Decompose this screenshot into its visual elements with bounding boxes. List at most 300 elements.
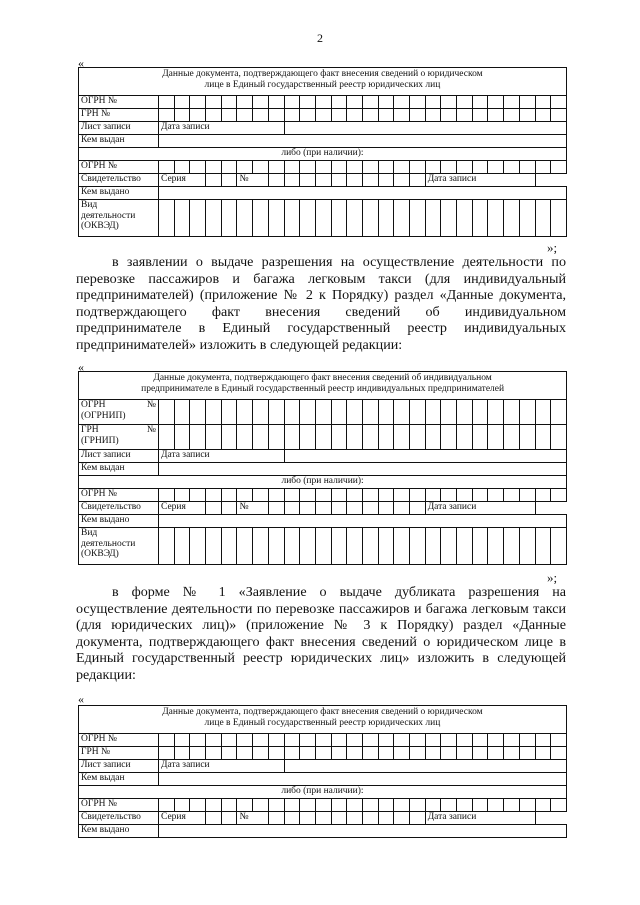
digit-cell[interactable] bbox=[362, 400, 378, 425]
digit-cell[interactable] bbox=[472, 489, 488, 502]
digit-cell[interactable] bbox=[425, 489, 441, 502]
digit-cell[interactable] bbox=[551, 96, 567, 109]
digit-cell[interactable] bbox=[347, 734, 363, 747]
digit-cell[interactable] bbox=[174, 799, 190, 812]
digit-cell[interactable] bbox=[378, 734, 394, 747]
digit-cell[interactable] bbox=[221, 109, 237, 122]
number-cell[interactable] bbox=[394, 174, 410, 187]
digit-cell[interactable] bbox=[237, 747, 253, 760]
digit-cell[interactable] bbox=[315, 747, 331, 760]
number-cell[interactable] bbox=[300, 174, 316, 187]
number-cell[interactable] bbox=[410, 502, 426, 515]
digit-cell[interactable] bbox=[174, 489, 190, 502]
digit-cell[interactable] bbox=[425, 200, 441, 237]
digit-cell[interactable] bbox=[159, 425, 175, 450]
digit-cell[interactable] bbox=[472, 400, 488, 425]
digit-cell[interactable] bbox=[551, 400, 567, 425]
digit-cell[interactable] bbox=[221, 489, 237, 502]
digit-cell[interactable] bbox=[394, 489, 410, 502]
digit-cell[interactable] bbox=[253, 747, 269, 760]
digit-cell[interactable] bbox=[331, 161, 347, 174]
digit-cell[interactable] bbox=[174, 200, 190, 237]
digit-cell[interactable] bbox=[300, 425, 316, 450]
digit-cell[interactable] bbox=[190, 734, 206, 747]
digit-cell[interactable] bbox=[378, 400, 394, 425]
digit-cell[interactable] bbox=[519, 200, 535, 237]
digit-cell[interactable] bbox=[315, 400, 331, 425]
digit-cell[interactable] bbox=[519, 528, 535, 565]
digit-cell[interactable] bbox=[237, 400, 253, 425]
digit-cell[interactable] bbox=[394, 799, 410, 812]
digit-cell[interactable] bbox=[221, 425, 237, 450]
digit-cell[interactable] bbox=[488, 400, 504, 425]
digit-cell[interactable] bbox=[535, 400, 551, 425]
digit-cell[interactable] bbox=[472, 734, 488, 747]
digit-cell[interactable] bbox=[347, 161, 363, 174]
number-cell[interactable] bbox=[315, 174, 331, 187]
digit-cell[interactable] bbox=[190, 161, 206, 174]
digit-cell[interactable] bbox=[159, 528, 175, 565]
digit-cell[interactable] bbox=[551, 489, 567, 502]
digit-cell[interactable] bbox=[190, 400, 206, 425]
digit-cell[interactable] bbox=[284, 734, 300, 747]
digit-cell[interactable] bbox=[441, 747, 457, 760]
digit-cell[interactable] bbox=[378, 747, 394, 760]
digit-cell[interactable] bbox=[221, 734, 237, 747]
digit-cell[interactable] bbox=[441, 799, 457, 812]
digit-cell[interactable] bbox=[441, 109, 457, 122]
digit-cell[interactable] bbox=[488, 96, 504, 109]
series-cell[interactable] bbox=[206, 812, 222, 825]
digit-cell[interactable] bbox=[347, 200, 363, 237]
digit-cell[interactable] bbox=[300, 161, 316, 174]
digit-cell[interactable] bbox=[284, 161, 300, 174]
digit-cell[interactable] bbox=[268, 200, 284, 237]
digit-cell[interactable] bbox=[362, 528, 378, 565]
number-cell[interactable] bbox=[331, 502, 347, 515]
digit-cell[interactable] bbox=[457, 734, 473, 747]
digit-cell[interactable] bbox=[159, 109, 175, 122]
digit-cell[interactable] bbox=[551, 799, 567, 812]
digit-cell[interactable] bbox=[378, 799, 394, 812]
digit-cell[interactable] bbox=[472, 799, 488, 812]
digit-cell[interactable] bbox=[519, 747, 535, 760]
digit-cell[interactable] bbox=[394, 200, 410, 237]
digit-cell[interactable] bbox=[347, 747, 363, 760]
number-cell[interactable] bbox=[284, 812, 300, 825]
digit-cell[interactable] bbox=[362, 747, 378, 760]
digit-cell[interactable] bbox=[519, 489, 535, 502]
digit-cell[interactable] bbox=[315, 200, 331, 237]
digit-cell[interactable] bbox=[551, 425, 567, 450]
digit-cell[interactable] bbox=[441, 489, 457, 502]
entry-date-field[interactable] bbox=[284, 450, 567, 463]
digit-cell[interactable] bbox=[410, 747, 426, 760]
digit-cell[interactable] bbox=[190, 425, 206, 450]
digit-cell[interactable] bbox=[504, 200, 520, 237]
digit-cell[interactable] bbox=[221, 400, 237, 425]
digit-cell[interactable] bbox=[394, 425, 410, 450]
digit-cell[interactable] bbox=[206, 161, 222, 174]
digit-cell[interactable] bbox=[253, 161, 269, 174]
digit-cell[interactable] bbox=[394, 528, 410, 565]
digit-cell[interactable] bbox=[410, 799, 426, 812]
digit-cell[interactable] bbox=[174, 425, 190, 450]
digit-cell[interactable] bbox=[551, 200, 567, 237]
digit-cell[interactable] bbox=[457, 799, 473, 812]
digit-cell[interactable] bbox=[206, 200, 222, 237]
digit-cell[interactable] bbox=[457, 109, 473, 122]
digit-cell[interactable] bbox=[206, 734, 222, 747]
digit-cell[interactable] bbox=[268, 109, 284, 122]
digit-cell[interactable] bbox=[237, 425, 253, 450]
digit-cell[interactable] bbox=[190, 200, 206, 237]
digit-cell[interactable] bbox=[457, 489, 473, 502]
digit-cell[interactable] bbox=[362, 161, 378, 174]
digit-cell[interactable] bbox=[253, 400, 269, 425]
digit-cell[interactable] bbox=[410, 109, 426, 122]
digit-cell[interactable] bbox=[441, 400, 457, 425]
digit-cell[interactable] bbox=[331, 96, 347, 109]
digit-cell[interactable] bbox=[410, 161, 426, 174]
issued-by2-field[interactable] bbox=[159, 187, 567, 200]
digit-cell[interactable] bbox=[268, 425, 284, 450]
digit-cell[interactable] bbox=[535, 747, 551, 760]
digit-cell[interactable] bbox=[237, 734, 253, 747]
digit-cell[interactable] bbox=[206, 489, 222, 502]
digit-cell[interactable] bbox=[551, 109, 567, 122]
digit-cell[interactable] bbox=[315, 425, 331, 450]
number-cell[interactable] bbox=[300, 812, 316, 825]
number-cell[interactable] bbox=[268, 812, 284, 825]
digit-cell[interactable] bbox=[504, 400, 520, 425]
digit-cell[interactable] bbox=[221, 799, 237, 812]
digit-cell[interactable] bbox=[535, 528, 551, 565]
digit-cell[interactable] bbox=[472, 425, 488, 450]
digit-cell[interactable] bbox=[268, 799, 284, 812]
number-cell[interactable] bbox=[315, 812, 331, 825]
digit-cell[interactable] bbox=[441, 425, 457, 450]
digit-cell[interactable] bbox=[159, 489, 175, 502]
digit-cell[interactable] bbox=[253, 528, 269, 565]
digit-cell[interactable] bbox=[425, 747, 441, 760]
digit-cell[interactable] bbox=[472, 528, 488, 565]
digit-cell[interactable] bbox=[237, 528, 253, 565]
digit-cell[interactable] bbox=[519, 400, 535, 425]
digit-cell[interactable] bbox=[331, 400, 347, 425]
digit-cell[interactable] bbox=[425, 161, 441, 174]
digit-cell[interactable] bbox=[410, 734, 426, 747]
digit-cell[interactable] bbox=[221, 528, 237, 565]
number-cell[interactable] bbox=[394, 502, 410, 515]
number-cell[interactable] bbox=[362, 812, 378, 825]
issued-by2-field[interactable] bbox=[159, 825, 567, 838]
digit-cell[interactable] bbox=[159, 734, 175, 747]
digit-cell[interactable] bbox=[425, 734, 441, 747]
digit-cell[interactable] bbox=[535, 425, 551, 450]
digit-cell[interactable] bbox=[472, 109, 488, 122]
digit-cell[interactable] bbox=[315, 96, 331, 109]
digit-cell[interactable] bbox=[457, 425, 473, 450]
issued-by-field[interactable] bbox=[159, 463, 567, 476]
issued-by2-field[interactable] bbox=[159, 515, 567, 528]
digit-cell[interactable] bbox=[519, 734, 535, 747]
digit-cell[interactable] bbox=[410, 425, 426, 450]
digit-cell[interactable] bbox=[284, 489, 300, 502]
digit-cell[interactable] bbox=[457, 528, 473, 565]
digit-cell[interactable] bbox=[504, 799, 520, 812]
digit-cell[interactable] bbox=[362, 489, 378, 502]
digit-cell[interactable] bbox=[551, 528, 567, 565]
digit-cell[interactable] bbox=[441, 161, 457, 174]
digit-cell[interactable] bbox=[425, 425, 441, 450]
number-cell[interactable] bbox=[362, 502, 378, 515]
digit-cell[interactable] bbox=[488, 734, 504, 747]
digit-cell[interactable] bbox=[347, 109, 363, 122]
digit-cell[interactable] bbox=[331, 799, 347, 812]
digit-cell[interactable] bbox=[300, 489, 316, 502]
digit-cell[interactable] bbox=[535, 96, 551, 109]
digit-cell[interactable] bbox=[253, 489, 269, 502]
digit-cell[interactable] bbox=[253, 96, 269, 109]
digit-cell[interactable] bbox=[488, 161, 504, 174]
number-cell[interactable] bbox=[347, 174, 363, 187]
digit-cell[interactable] bbox=[331, 747, 347, 760]
number-cell[interactable] bbox=[378, 812, 394, 825]
number-cell[interactable] bbox=[362, 174, 378, 187]
digit-cell[interactable] bbox=[284, 400, 300, 425]
digit-cell[interactable] bbox=[504, 161, 520, 174]
digit-cell[interactable] bbox=[190, 96, 206, 109]
digit-cell[interactable] bbox=[362, 799, 378, 812]
number-cell[interactable] bbox=[268, 174, 284, 187]
digit-cell[interactable] bbox=[394, 734, 410, 747]
digit-cell[interactable] bbox=[347, 489, 363, 502]
digit-cell[interactable] bbox=[519, 425, 535, 450]
digit-cell[interactable] bbox=[159, 799, 175, 812]
digit-cell[interactable] bbox=[174, 747, 190, 760]
digit-cell[interactable] bbox=[347, 96, 363, 109]
digit-cell[interactable] bbox=[488, 799, 504, 812]
digit-cell[interactable] bbox=[519, 96, 535, 109]
digit-cell[interactable] bbox=[347, 799, 363, 812]
digit-cell[interactable] bbox=[237, 200, 253, 237]
number-cell[interactable] bbox=[300, 502, 316, 515]
digit-cell[interactable] bbox=[284, 109, 300, 122]
digit-cell[interactable] bbox=[551, 734, 567, 747]
digit-cell[interactable] bbox=[174, 161, 190, 174]
digit-cell[interactable] bbox=[488, 425, 504, 450]
digit-cell[interactable] bbox=[535, 109, 551, 122]
number-cell[interactable] bbox=[284, 174, 300, 187]
digit-cell[interactable] bbox=[535, 200, 551, 237]
digit-cell[interactable] bbox=[315, 489, 331, 502]
digit-cell[interactable] bbox=[488, 489, 504, 502]
digit-cell[interactable] bbox=[159, 96, 175, 109]
digit-cell[interactable] bbox=[253, 109, 269, 122]
digit-cell[interactable] bbox=[378, 425, 394, 450]
digit-cell[interactable] bbox=[190, 109, 206, 122]
digit-cell[interactable] bbox=[519, 799, 535, 812]
digit-cell[interactable] bbox=[300, 799, 316, 812]
digit-cell[interactable] bbox=[457, 96, 473, 109]
digit-cell[interactable] bbox=[362, 734, 378, 747]
digit-cell[interactable] bbox=[347, 400, 363, 425]
digit-cell[interactable] bbox=[300, 96, 316, 109]
digit-cell[interactable] bbox=[206, 425, 222, 450]
digit-cell[interactable] bbox=[206, 528, 222, 565]
digit-cell[interactable] bbox=[159, 200, 175, 237]
entry-date-field[interactable] bbox=[284, 760, 566, 773]
digit-cell[interactable] bbox=[504, 96, 520, 109]
digit-cell[interactable] bbox=[457, 161, 473, 174]
digit-cell[interactable] bbox=[457, 400, 473, 425]
digit-cell[interactable] bbox=[253, 425, 269, 450]
digit-cell[interactable] bbox=[347, 528, 363, 565]
digit-cell[interactable] bbox=[378, 200, 394, 237]
digit-cell[interactable] bbox=[284, 747, 300, 760]
digit-cell[interactable] bbox=[237, 489, 253, 502]
digit-cell[interactable] bbox=[425, 96, 441, 109]
digit-cell[interactable] bbox=[472, 96, 488, 109]
digit-cell[interactable] bbox=[221, 96, 237, 109]
digit-cell[interactable] bbox=[174, 109, 190, 122]
digit-cell[interactable] bbox=[504, 109, 520, 122]
digit-cell[interactable] bbox=[410, 96, 426, 109]
digit-cell[interactable] bbox=[472, 161, 488, 174]
digit-cell[interactable] bbox=[300, 400, 316, 425]
digit-cell[interactable] bbox=[300, 109, 316, 122]
series-cell[interactable] bbox=[221, 812, 237, 825]
digit-cell[interactable] bbox=[206, 400, 222, 425]
series-cell[interactable] bbox=[206, 174, 222, 187]
digit-cell[interactable] bbox=[535, 161, 551, 174]
digit-cell[interactable] bbox=[174, 734, 190, 747]
digit-cell[interactable] bbox=[253, 799, 269, 812]
digit-cell[interactable] bbox=[410, 400, 426, 425]
digit-cell[interactable] bbox=[441, 528, 457, 565]
digit-cell[interactable] bbox=[315, 528, 331, 565]
digit-cell[interactable] bbox=[284, 528, 300, 565]
digit-cell[interactable] bbox=[347, 425, 363, 450]
digit-cell[interactable] bbox=[190, 528, 206, 565]
digit-cell[interactable] bbox=[315, 799, 331, 812]
digit-cell[interactable] bbox=[504, 489, 520, 502]
digit-cell[interactable] bbox=[159, 747, 175, 760]
digit-cell[interactable] bbox=[472, 200, 488, 237]
digit-cell[interactable] bbox=[425, 799, 441, 812]
digit-cell[interactable] bbox=[253, 734, 269, 747]
digit-cell[interactable] bbox=[300, 528, 316, 565]
digit-cell[interactable] bbox=[425, 109, 441, 122]
series-cell[interactable] bbox=[206, 502, 222, 515]
digit-cell[interactable] bbox=[394, 747, 410, 760]
digit-cell[interactable] bbox=[394, 400, 410, 425]
digit-cell[interactable] bbox=[488, 109, 504, 122]
number-cell[interactable] bbox=[378, 502, 394, 515]
digit-cell[interactable] bbox=[331, 200, 347, 237]
digit-cell[interactable] bbox=[300, 200, 316, 237]
digit-cell[interactable] bbox=[237, 161, 253, 174]
digit-cell[interactable] bbox=[331, 489, 347, 502]
digit-cell[interactable] bbox=[237, 799, 253, 812]
digit-cell[interactable] bbox=[190, 747, 206, 760]
digit-cell[interactable] bbox=[268, 161, 284, 174]
digit-cell[interactable] bbox=[362, 200, 378, 237]
digit-cell[interactable] bbox=[535, 799, 551, 812]
digit-cell[interactable] bbox=[457, 200, 473, 237]
digit-cell[interactable] bbox=[315, 734, 331, 747]
digit-cell[interactable] bbox=[284, 799, 300, 812]
digit-cell[interactable] bbox=[331, 109, 347, 122]
digit-cell[interactable] bbox=[472, 747, 488, 760]
number-cell[interactable] bbox=[410, 174, 426, 187]
digit-cell[interactable] bbox=[410, 489, 426, 502]
digit-cell[interactable] bbox=[174, 528, 190, 565]
digit-cell[interactable] bbox=[174, 96, 190, 109]
digit-cell[interactable] bbox=[331, 425, 347, 450]
digit-cell[interactable] bbox=[315, 109, 331, 122]
digit-cell[interactable] bbox=[284, 425, 300, 450]
digit-cell[interactable] bbox=[268, 96, 284, 109]
digit-cell[interactable] bbox=[268, 528, 284, 565]
digit-cell[interactable] bbox=[206, 747, 222, 760]
digit-cell[interactable] bbox=[362, 109, 378, 122]
digit-cell[interactable] bbox=[441, 96, 457, 109]
digit-cell[interactable] bbox=[378, 489, 394, 502]
digit-cell[interactable] bbox=[331, 528, 347, 565]
digit-cell[interactable] bbox=[237, 96, 253, 109]
digit-cell[interactable] bbox=[378, 161, 394, 174]
digit-cell[interactable] bbox=[284, 200, 300, 237]
digit-cell[interactable] bbox=[362, 96, 378, 109]
digit-cell[interactable] bbox=[284, 96, 300, 109]
digit-cell[interactable] bbox=[221, 747, 237, 760]
digit-cell[interactable] bbox=[378, 109, 394, 122]
digit-cell[interactable] bbox=[221, 200, 237, 237]
digit-cell[interactable] bbox=[268, 400, 284, 425]
digit-cell[interactable] bbox=[410, 528, 426, 565]
digit-cell[interactable] bbox=[519, 109, 535, 122]
digit-cell[interactable] bbox=[190, 799, 206, 812]
digit-cell[interactable] bbox=[441, 200, 457, 237]
number-cell[interactable] bbox=[268, 502, 284, 515]
digit-cell[interactable] bbox=[174, 400, 190, 425]
digit-cell[interactable] bbox=[488, 200, 504, 237]
digit-cell[interactable] bbox=[253, 200, 269, 237]
digit-cell[interactable] bbox=[535, 489, 551, 502]
digit-cell[interactable] bbox=[441, 734, 457, 747]
digit-cell[interactable] bbox=[362, 425, 378, 450]
number-cell[interactable] bbox=[378, 174, 394, 187]
digit-cell[interactable] bbox=[504, 528, 520, 565]
series-cell[interactable] bbox=[221, 174, 237, 187]
digit-cell[interactable] bbox=[300, 747, 316, 760]
digit-cell[interactable] bbox=[159, 400, 175, 425]
digit-cell[interactable] bbox=[457, 747, 473, 760]
digit-cell[interactable] bbox=[159, 161, 175, 174]
digit-cell[interactable] bbox=[190, 489, 206, 502]
number-cell[interactable] bbox=[347, 502, 363, 515]
digit-cell[interactable] bbox=[268, 489, 284, 502]
issued-by-field[interactable] bbox=[159, 135, 567, 148]
digit-cell[interactable] bbox=[504, 747, 520, 760]
digit-cell[interactable] bbox=[519, 161, 535, 174]
digit-cell[interactable] bbox=[268, 734, 284, 747]
digit-cell[interactable] bbox=[378, 528, 394, 565]
digit-cell[interactable] bbox=[315, 161, 331, 174]
number-cell[interactable] bbox=[331, 174, 347, 187]
